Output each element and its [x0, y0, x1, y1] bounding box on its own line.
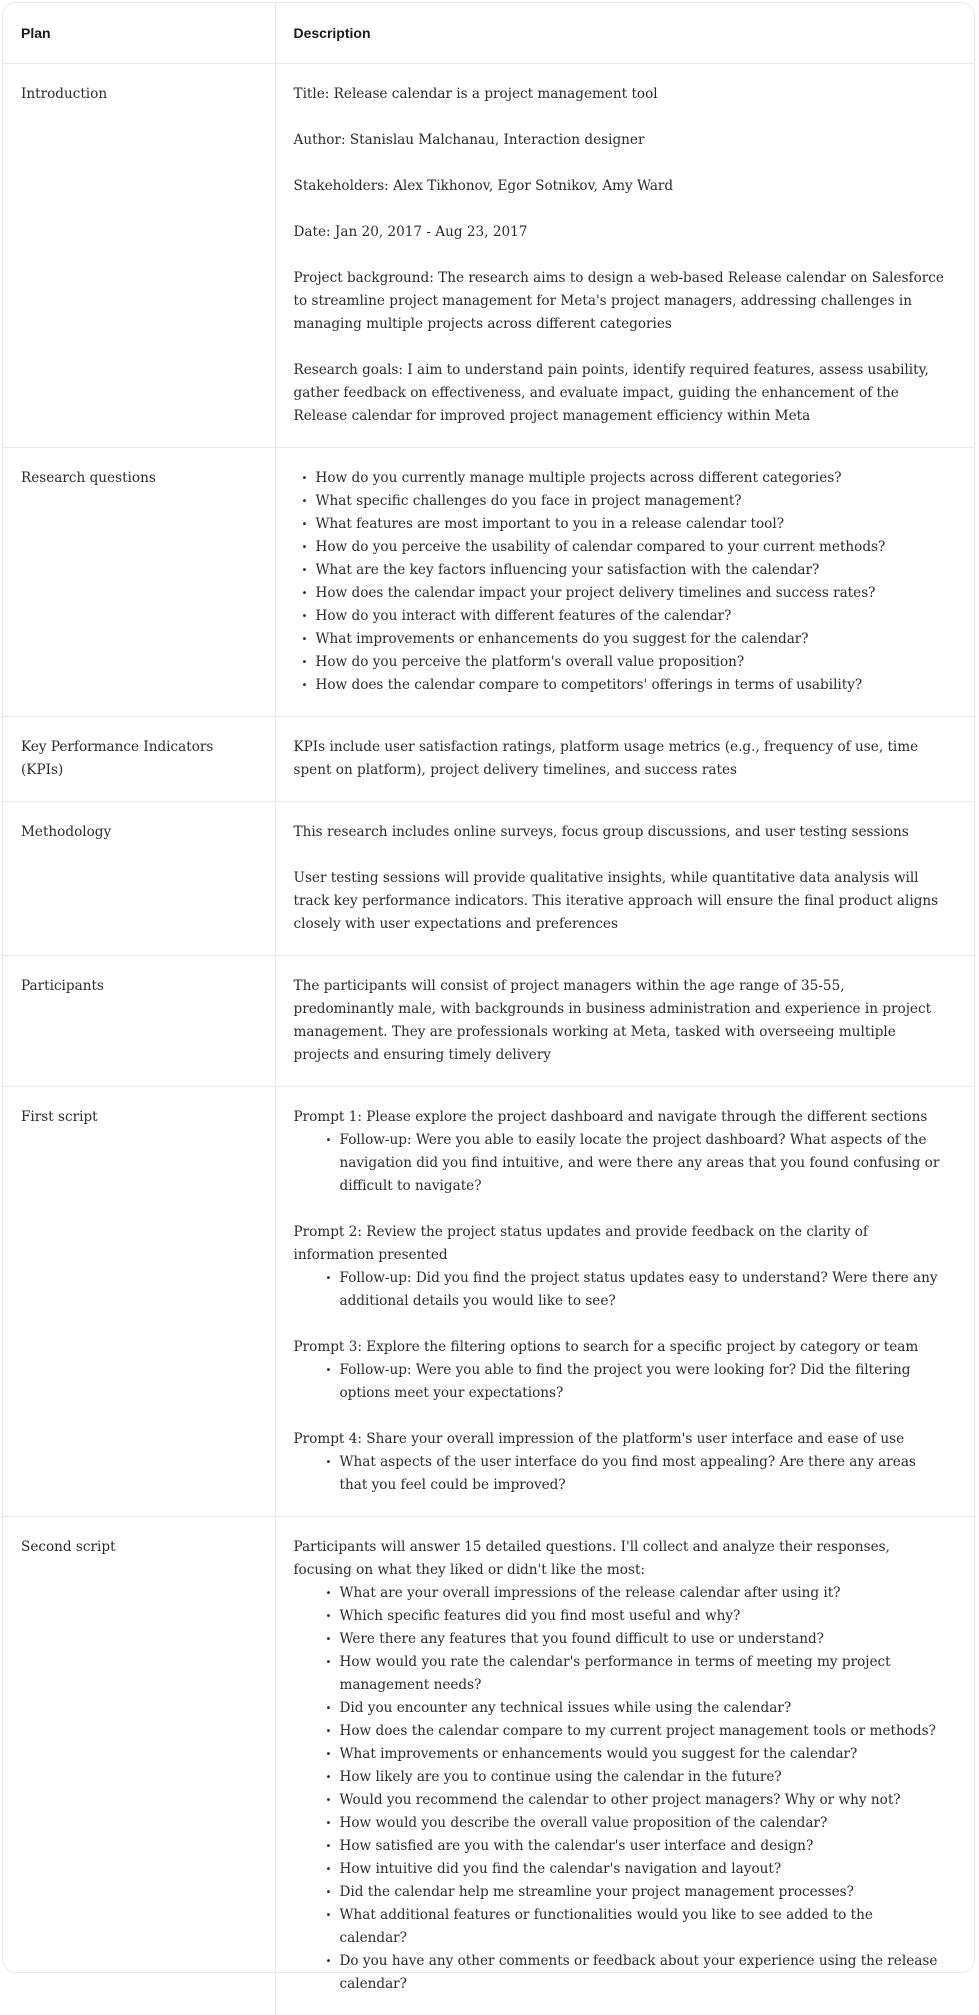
list-item: • How does the calendar impact your project delivery timelines and success rates? [294, 582, 945, 605]
row-label-first-script: First script [3, 1086, 275, 1516]
research-plan-table-container [2, 2, 975, 1992]
list-item: • How would you describe the overall value proposition of the calendar? [318, 1812, 945, 1835]
row-label-kpis: Key Performance Indicators (KPIs) [3, 716, 275, 801]
intro-date: Date: Jan 20, 2017 - Aug 23, 2017 [293, 223, 528, 240]
followup-item: • What aspects of the user interface do you find most appealing? Are there any areas that you feel could be improved? [318, 1451, 945, 1497]
followup-list [318, 1359, 945, 1405]
kpis-text: KPIs include user satisfaction ratings, platform usage metrics (e.g., frequency of use, time spent on platform), project delivery timelines, and success rates [293, 738, 919, 778]
prompt-block [294, 1221, 945, 1313]
methodology-paragraph: This research includes online surveys, focus group discussions, and user testing sessions [293, 823, 909, 840]
prompt-text: Prompt 1: Please explore the project dashboard and navigate through the different sections [293, 1108, 928, 1125]
followup-list [318, 1451, 945, 1497]
table-row-introduction [3, 63, 974, 447]
list-item: • How do you perceive the platform's overall value proposition? [294, 651, 945, 674]
intro-goals: Research goals: I aim to understand pain points, identify required features, assess usability, gather feedback on effectiveness, and evaluate impact, guiding the enhancement of the Release calendar for improved project management efficiency within Meta [293, 361, 929, 424]
list-item: • What improvements or enhancements would you suggest for the calendar? [318, 1743, 945, 1766]
table-row-research-questions [3, 447, 974, 716]
prompt-text: Prompt 4: Share your overall impression of the platform's user interface and ease of use [293, 1430, 905, 1447]
list-item: • What features are most important to you in a release calendar tool? [294, 513, 945, 536]
list-item: • How do you currently manage multiple projects across different categories? [294, 467, 945, 490]
prompt-block [294, 1428, 945, 1497]
prompt-block [294, 1106, 945, 1198]
list-item: • Which specific features did you find most useful and why? [318, 1605, 945, 1628]
prompt-block [294, 1336, 945, 1405]
list-item: • How would you rate the calendar's performance in terms of meeting my project management needs? [318, 1651, 945, 1697]
second-script-intro: Participants will answer 15 detailed questions. I'll collect and analyze their responses, focusing on what they liked or didn't like the most: [293, 1538, 890, 1578]
followup-list [318, 1129, 945, 1198]
table-row-first-script [3, 1086, 974, 1516]
table-row-kpis [3, 716, 974, 801]
table-row-participants [3, 955, 974, 1086]
list-item: • Did the calendar help me streamline your project management processes? [318, 1881, 945, 1904]
table-row-methodology [3, 801, 974, 955]
kpis-description [275, 716, 974, 801]
participants-description [275, 955, 974, 1086]
followup-list [318, 1267, 945, 1313]
list-item: • How likely are you to continue using the calendar in the future? [318, 1766, 945, 1789]
methodology-paragraph: User testing sessions will provide qualitative insights, while quantitative data analysis will track key performance indicators. This iterative approach will ensure the final product aligns closely with user expectations and preferences [293, 869, 939, 932]
row-label-methodology: Methodology [3, 801, 275, 955]
first-script-description [275, 1086, 974, 1516]
intro-stakeholders: Stakeholders: Alex Tikhonov, Egor Sotnikov, Amy Ward [293, 177, 674, 194]
list-item: • How do you perceive the usability of calendar compared to your current methods? [294, 536, 945, 559]
list-item: • How does the calendar compare to competitors' offerings in terms of usability? [294, 674, 945, 697]
intro-background: Project background: The research aims to design a web-based Release calendar on Salesforce to streamline project management for Meta's project managers, addressing challenges in managing multiple projects across different categories [293, 269, 944, 332]
list-item: • What are the key factors influencing your satisfaction with the calendar? [294, 559, 945, 582]
table-row-second-script [3, 1516, 974, 2015]
row-label-research-questions: Research questions [3, 447, 275, 716]
list-item: • Did you encounter any technical issues while using the calendar? [318, 1697, 945, 1720]
intro-author: Author: Stanislau Malchanau, Interaction designer [293, 131, 645, 148]
prompt-text: Prompt 3: Explore the filtering options to search for a specific project by category or team [293, 1338, 919, 1355]
list-item: • Would you recommend the calendar to other project managers? Why or why not? [318, 1789, 945, 1812]
research-questions-description [275, 447, 974, 716]
followup-item: • Follow-up: Were you able to easily locate the project dashboard? What aspects of the navigation did you find intuitive, and were there any areas that you found confusing or difficult to navigate? [318, 1129, 945, 1198]
research-questions-list [294, 467, 945, 697]
second-script-questions-list [318, 1582, 945, 1996]
list-item: • What improvements or enhancements do you suggest for the calendar? [294, 628, 945, 651]
participants-text: The participants will consist of project managers within the age range of 35-55, predominantly male, with backgrounds in business administration and experience in project management. They are professionals working at Meta, tasked with overseeing multiple projects and ensuring timely delivery [293, 977, 932, 1063]
followup-item: • Follow-up: Were you able to find the project you were looking for? Did the filtering options meet your expectations? [318, 1359, 945, 1405]
intro-title: Title: Release calendar is a project management tool [293, 85, 658, 102]
list-item: • What additional features or functionalities would you like to see added to the calendar? [318, 1904, 945, 1950]
row-label-second-script: Second script [3, 1516, 275, 2015]
followup-item: • Follow-up: Did you find the project status updates easy to understand? Were there any additional details you would like to see? [318, 1267, 945, 1313]
list-item: • How do you interact with different features of the calendar? [294, 605, 945, 628]
list-item: • Do you have any other comments or feedback about your experience using the release calendar? [318, 1950, 945, 1996]
row-label-introduction: Introduction [3, 63, 275, 447]
list-item: • What specific challenges do you face in project management? [294, 490, 945, 513]
list-item: • Were there any features that you found difficult to use or understand? [318, 1628, 945, 1651]
column-header-plan: Plan [3, 3, 275, 63]
column-header-description: Description [275, 3, 974, 63]
introduction-description [275, 63, 974, 447]
row-label-participants: Participants [3, 955, 275, 1086]
methodology-description [275, 801, 974, 955]
second-script-description [275, 1516, 974, 2015]
list-item: • What are your overall impressions of the release calendar after using it? [318, 1582, 945, 1605]
prompt-text: Prompt 2: Review the project status updates and provide feedback on the clarity of information presented [293, 1223, 868, 1263]
list-item: • How satisfied are you with the calendar's user interface and design? [318, 1835, 945, 1858]
list-item: • How intuitive did you find the calendar's navigation and layout? [318, 1858, 945, 1881]
list-item: • How does the calendar compare to my current project management tools or methods? [318, 1720, 945, 1743]
research-plan-table [3, 3, 974, 2015]
table-header-row [3, 3, 974, 63]
